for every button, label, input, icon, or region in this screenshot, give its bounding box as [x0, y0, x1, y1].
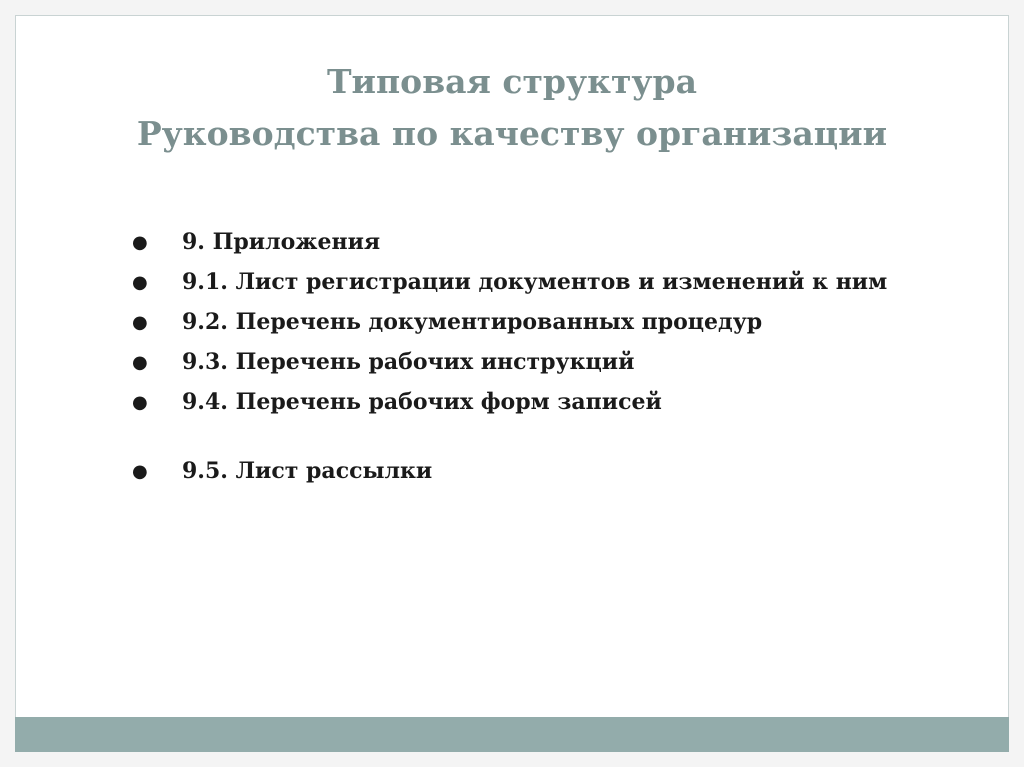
list-item-text: 9.5. Лист рассылки: [182, 458, 433, 484]
list-item-text: 9.4. Перечень рабочих форм записей: [182, 389, 662, 415]
contents-list: [126, 226, 946, 495]
list-item-text: 9. Приложения: [182, 229, 381, 255]
slide: [15, 15, 1009, 752]
bullet-icon: ●: [132, 312, 148, 333]
bullet-icon: ●: [132, 352, 148, 373]
bullet-icon: ●: [132, 461, 148, 482]
title-line-2: Руководства по качеству организации: [136, 114, 888, 153]
list-item-text: 9.1. Лист регистрации документов и изменений к ним: [182, 269, 888, 295]
list-item-text: 9.3. Перечень рабочих инструкций: [182, 349, 635, 375]
list-item: [126, 306, 946, 339]
list-item: [126, 455, 946, 488]
list-item: [126, 386, 946, 419]
title-line-1: Типовая структура: [327, 62, 697, 101]
slide-title: [16, 56, 1008, 160]
list-item: [126, 346, 946, 379]
bullet-icon: ●: [132, 232, 148, 253]
bullet-icon: ●: [132, 392, 148, 413]
bullet-icon: ●: [132, 272, 148, 293]
list-item: [126, 226, 946, 259]
list-item: [126, 266, 946, 299]
footer-bar: [15, 717, 1009, 752]
list-item-text: 9.2. Перечень документированных процедур: [182, 309, 763, 335]
